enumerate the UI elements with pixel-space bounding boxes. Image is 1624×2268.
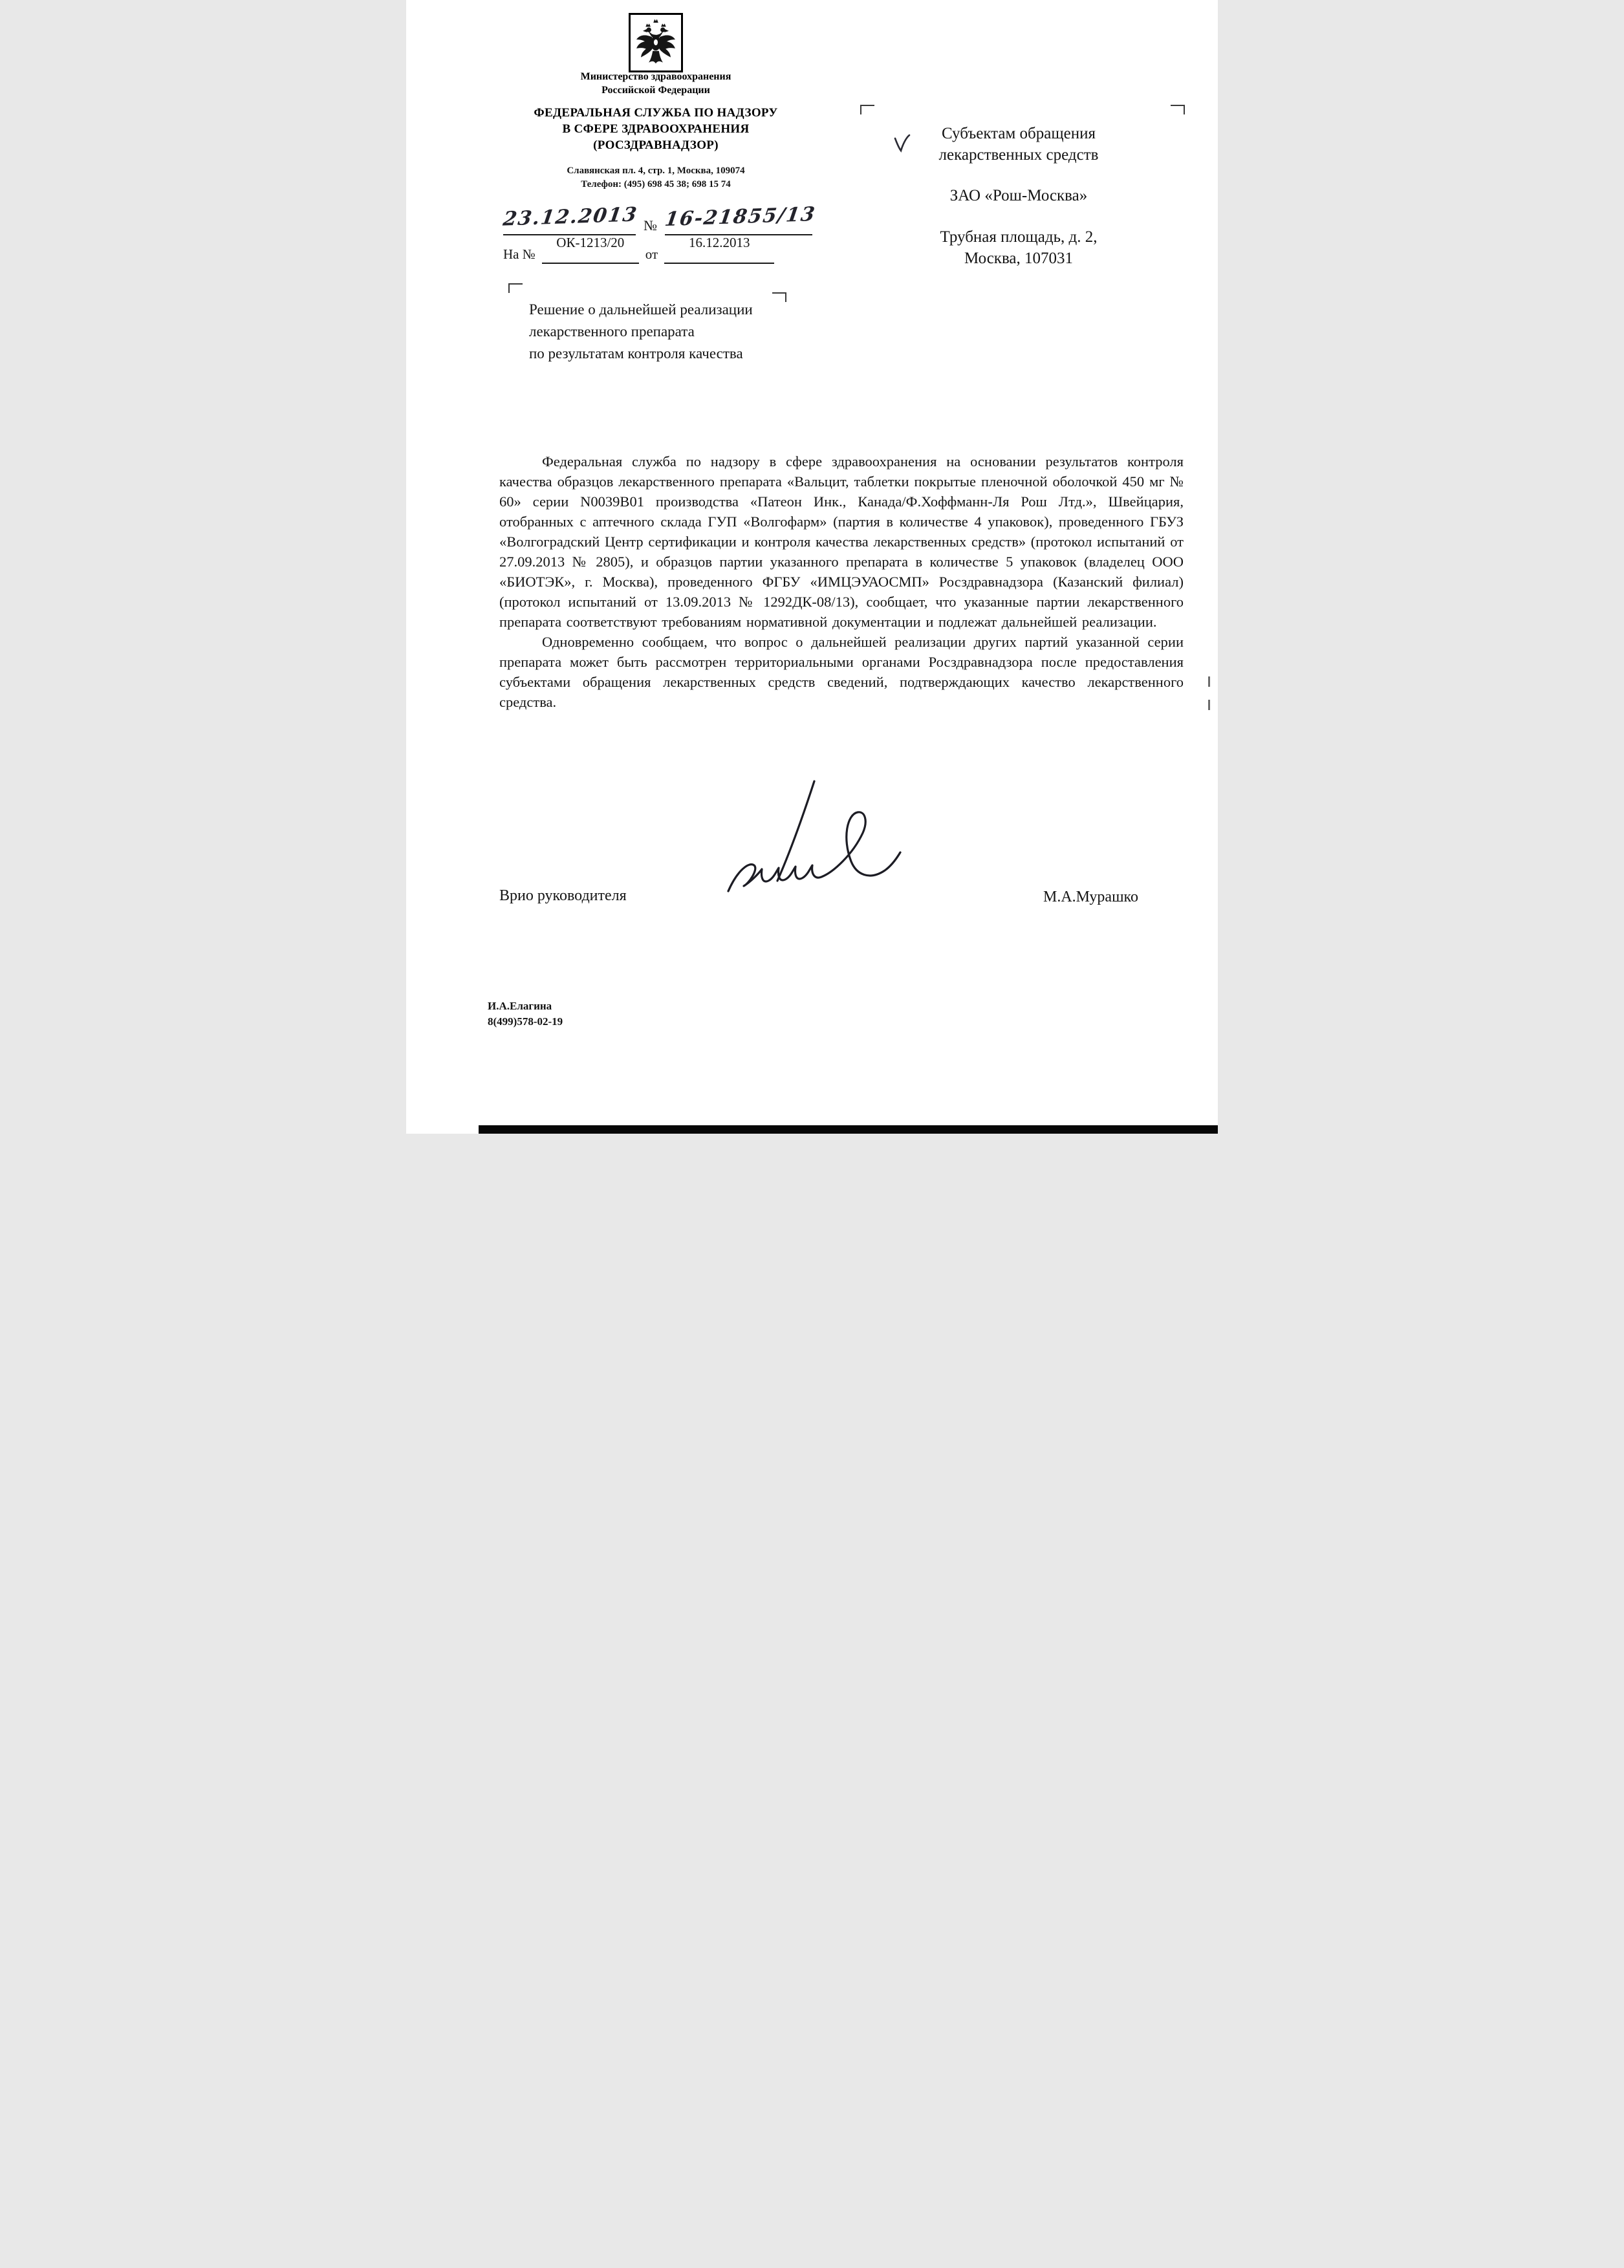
subject-line3: по результатам контроля качества [529, 345, 743, 362]
scan-edge-mark-2 [1208, 700, 1210, 710]
addressee-corner-mark-left [860, 105, 874, 114]
contact-block [514, 164, 798, 191]
letter-body [499, 451, 1184, 712]
handwritten-outgoing-number: 16-21855/13 [663, 202, 817, 232]
handwritten-outgoing-date: 23.12.2013 [501, 203, 640, 231]
from-label: от [645, 246, 658, 262]
outgoing-number-blank [663, 202, 817, 235]
body-paragraph-2: Одновременно сообщаем, что вопрос о дальнейшей реализации других партий указанной серии препарата может быть рассмотрен территориальными органами Росздравнадзора после предоставления субъектами обращения лекарственных средств сведений, подтверждающих качество лекарственного средства. [499, 634, 1184, 710]
executor-block [488, 999, 563, 1030]
service-name-line3: (РОСЗДРАВНАДЗОР) [593, 138, 719, 152]
addressee-company: ЗАО «Рош-Москва» [949, 187, 1088, 204]
subject-corner-mark-left [508, 283, 523, 293]
ministry-name-line1: Министерство здравоохранения [580, 71, 731, 82]
incoming-date-value: 16.12.2013 [688, 235, 750, 250]
addressee-address-line1: Трубная площадь, д. 2, [940, 228, 1098, 246]
ministry-name-line2: Российской Федерации [601, 85, 710, 96]
incoming-reference-row [503, 235, 774, 264]
subject-line2: лекарственного препарата [529, 323, 695, 340]
coat-of-arms-box [629, 13, 683, 72]
addressee-block [867, 123, 1171, 166]
number-sign: № [644, 217, 657, 233]
subject-block [529, 299, 807, 365]
addressee-line2: лекарственных средств [938, 146, 1099, 164]
scan-bottom-bar [479, 1125, 1218, 1134]
addressee-address-line2: Москва, 107031 [964, 250, 1074, 267]
subject-line1: Решение о дальнейшей реализации [529, 301, 753, 318]
outgoing-reference-row [501, 202, 817, 235]
signer-name: М.А.Мурашко [1043, 889, 1138, 905]
body-paragraph-1: Федеральная служба по надзору в сфере здравоохранения на основании результатов контроля качества образцов лекарственного препарата «Вальцит, таблетки покрытые пленочной оболочкой 450 мг № 60» серии N0039B01 производства «Патеон Инк., Канада/Ф.Хоффманн-Ля Рош Лтд.», Швейцария, отобранных с аптечного склада ГУП «Волгофарм» (партия в количестве 4 упаковок), проведенного ГБУЗ «Волгоградский Центр сертификации и контроля качества лекарственных средств» (протокол испытаний от 27.09.2013 № 2805), и образцов партии указанного препарата в количестве 5 упаковок (владелец ООО «БИОТЭК», г. Москва), проведенного ФГБУ «ИМЦЭУАОСМП» Росздравнадзора (Казанский филиал) (протокол испытаний от 13.09.2013 № 1292ДК-08/13), сообщает, что указанные партии лекарственного препарата соответствуют требованиям нормативной документации и подлежат дальнейшей реализации. [499, 453, 1184, 630]
signer-position-title: Врио руководителя [499, 887, 627, 904]
service-name-line2: В СФЕРЕ ЗДРАВООХРАНЕНИЯ [562, 122, 750, 136]
phone-line: Телефон: (495) 698 45 38; 698 15 74 [581, 179, 731, 189]
service-name-block [507, 105, 805, 153]
scan-edge-mark-1 [1208, 676, 1210, 687]
addressee-address-block [867, 226, 1171, 269]
addressee-corner-mark-right [1171, 105, 1185, 114]
addressee-line1: Субъектам обращения [942, 125, 1096, 142]
outgoing-date-blank [501, 203, 640, 235]
postal-address: Славянская пл. 4, стр. 1, Москва, 109074 [567, 166, 745, 176]
executor-phone: 8(499)578-02-19 [488, 1015, 563, 1028]
incoming-number-blank [542, 235, 639, 264]
incoming-number-value: ОК-1213/20 [556, 235, 625, 250]
incoming-ref-label: На № [503, 246, 536, 262]
handwritten-signature-icon [709, 776, 929, 915]
ministry-name-block [514, 70, 798, 97]
incoming-date-blank [664, 235, 774, 264]
addressee-company-block [867, 185, 1171, 206]
service-name-line1: ФЕДЕРАЛЬНАЯ СЛУЖБА ПО НАДЗОРУ [534, 106, 778, 120]
scanned-letter-page [406, 0, 1218, 1134]
executor-name: И.А.Елагина [488, 1000, 552, 1012]
coat-of-arms-icon [634, 18, 678, 67]
